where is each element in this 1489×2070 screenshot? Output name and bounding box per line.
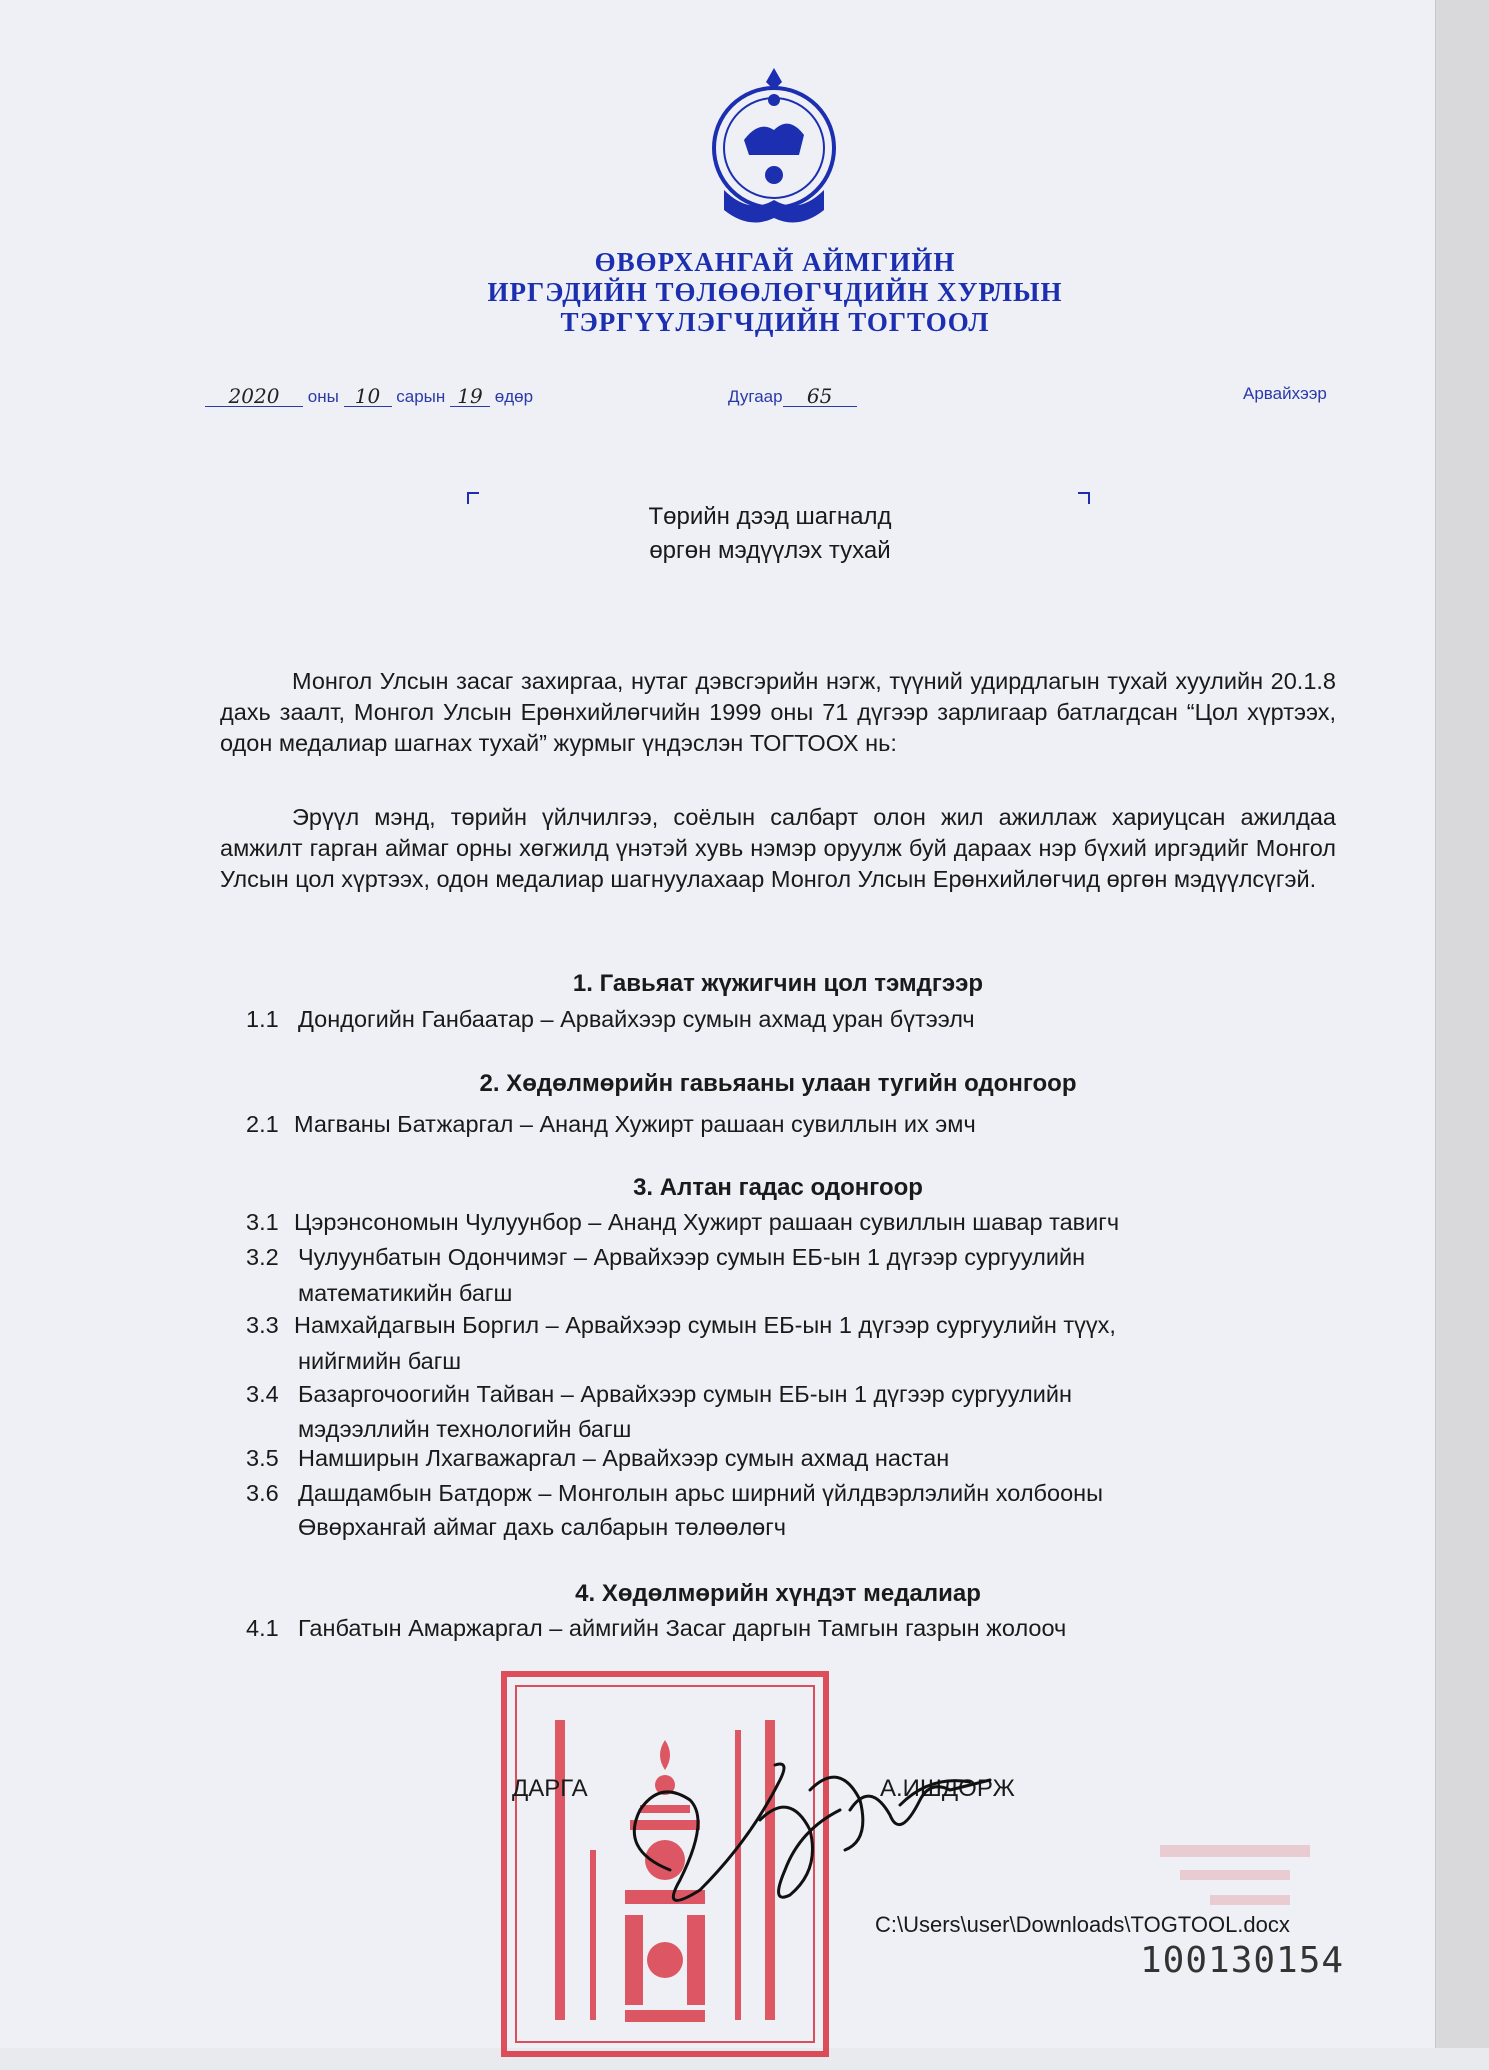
scan-edge xyxy=(1435,0,1489,2048)
section-heading-3: 3. Алтан гадас одонгоор xyxy=(633,1174,923,1201)
number-label: Дугаар xyxy=(728,387,783,406)
title-corner-left xyxy=(467,492,479,504)
serial-number: 100130154 xyxy=(1140,1940,1345,1981)
date-line xyxy=(205,384,533,407)
file-path: C:\Users\user\Downloads\TOGTOOL.docx xyxy=(875,1912,1290,1937)
day-value: 19 xyxy=(450,384,490,407)
month-label: сарын xyxy=(396,387,446,406)
document-title xyxy=(560,500,980,568)
title-line-1: Төрийн дээд шагналд xyxy=(648,503,892,530)
place: Арвайхээр xyxy=(1243,384,1327,403)
body-paragraph-1: Монгол Улсын засаг захиргаа, нутаг дэвсгэрийн нэгж, түүний удирдлагын тухай хуулийн 20.1.8 дахь заалт, Монгол Улсын Ерөнхийлөгчийн 1999 оны 71 дүгээр зарлигаар батлагдсан “Цол хүртээх, одон медалиар шагнах тухай” журмыг үндэслэн ТОГТООХ нь: xyxy=(220,668,1336,756)
number-value: 65 xyxy=(783,384,857,407)
body-paragraph-2: Эрүүл мэнд, төрийн үйлчилгээ, соёлын салбарт олон жил ажиллаж хариуцсан ажилдаа амжилт гарган аймаг орны хөгжилд үнэтэй хувь нэмэр оруулж буй дараах нэр бүхий иргэдийг Монгол Улсын цол хүртээх, одон медалиар шагнуулахаар Монгол Улсын Ерөнхийлөгчид өргөн мэдүүлсүгэй. xyxy=(220,804,1336,892)
section-heading-2: 2. Хөдөлмөрийн гавьяаны улаан тугийн одонгоор xyxy=(479,1070,1077,1097)
number-line xyxy=(728,384,857,407)
handwritten-signature xyxy=(600,1720,1000,1920)
year-value: 2020 xyxy=(205,384,303,407)
title-line-2: өргөн мэдүүлэх тухай xyxy=(649,537,891,564)
organization-header xyxy=(340,247,1210,337)
document-page: ӨВӨРХАНГАЙ АЙМГИЙН ИРГЭДИЙН ТӨЛӨӨЛӨГЧДИЙН ХУРЛЫН ТЭРГҮҮЛЭГЧДИЙН ТОГТООЛ 2020 оны 10 сарын 19 өдөр Дугаар 65 Арвайхээр Төрийн дээд шагналд өргөн мэдүүлэх тухай Монгол Улсын засаг захиргаа, нутаг дэвсгэрийн нэгж, түүний удирдлагын тухай хуулийн 20.1.8 дахь заалт, Монгол Улсын Ерөнхийлөгчийн 1999 оны 71 дүгээр зарлигаар батлагдсан “Цол хүртээх, одон медалиар шагнах тухай” журмыг үндэслэн ТОГТООХ нь: Эрүүл мэнд, төрийн үйлчилгээ, соёлын салбарт олон жил ажиллаж хариуцсан ажилдаа амжилт гарган аймаг орны хөгжилд үнэтэй хувь нэмэр оруулж буй дараах нэр бүхий иргэдийг Монгол Улсын цол хүртээх, одон медалиар шагнуулахаар Монгол Улсын Ерөнхийлөгчид өргөн мэдүүлсүгэй. 1. Гавьяат жүжигчин цол тэмдгээр 1.1 Дондогийн Ганбаатар – Арвайхээр сумын ахмад уран бүтээлч 2. Хөдөлмөрийн гавьяаны улаан тугийн одонгоор 2.1 Магваны Батжаргал – Ананд Хужирт рашаан сувиллын их эмч 3. Алтан гадас одонгоор 3.1 Цэрэнсономын Чулуунбор – Ананд Хужирт рашаан сувиллын шавар тавигч 3.2 Чулуунбатын Одончимэг – Арвайхээр сумын ЕБ-ын 1 дүгээр сургуулийн математикийн багш 3.3 Намхайдагвын Боргил – Арвайхээр сумын ЕБ-ын 1 дүгээр сургуулийн түүх, нийгмийн багш 3.4 Базаргочоогийн Тайван – Арвайхээр сумын ЕБ-ын 1 дүгээр сургуулийн мэдээллийн технологийн багш 3.5 Намширын Лхагважаргал – Арвайхээр сумын ахмад настан 3.6 Дашдамбын Батдорж – Монголын арьс ширний үйлдвэрлэлийн холбооны Өвөрхангай аймаг дахь салбарын төлөөлөгч 4. Хөдөлмөрийн хүндэт медалиар 4.1 Ганбатын Амаржаргал – аймгийн Засаг даргын Тамгын газрын жолооч ДАРГА А.ИШДОРЖ C:\Users\user\Downloads\TOGTOOL.docx 100130154 xyxy=(0,0,1436,2048)
header-line-2: ИРГЭДИЙН ТӨЛӨӨЛӨГЧДИЙН ХУРЛЫН xyxy=(487,277,1063,307)
state-emblem-icon xyxy=(704,60,844,230)
signatory-name: А.ИШДОРЖ xyxy=(880,1775,1015,1802)
day-label: өдөр xyxy=(494,387,534,406)
year-label: оны xyxy=(307,387,339,406)
section-heading-4: 4. Хөдөлмөрийн хүндэт медалиар xyxy=(575,1580,981,1607)
header-line-3: ТЭРГҮҮЛЭГЧДИЙН ТОГТООЛ xyxy=(560,307,990,337)
signatory-title: ДАРГА xyxy=(512,1775,588,1802)
title-corner-right xyxy=(1078,492,1090,504)
section-heading-1: 1. Гавьяат жүжигчин цол тэмдгээр xyxy=(572,970,984,997)
header-line-1: ӨВӨРХАНГАЙ АЙМГИЙН xyxy=(594,247,956,277)
month-value: 10 xyxy=(344,384,392,407)
